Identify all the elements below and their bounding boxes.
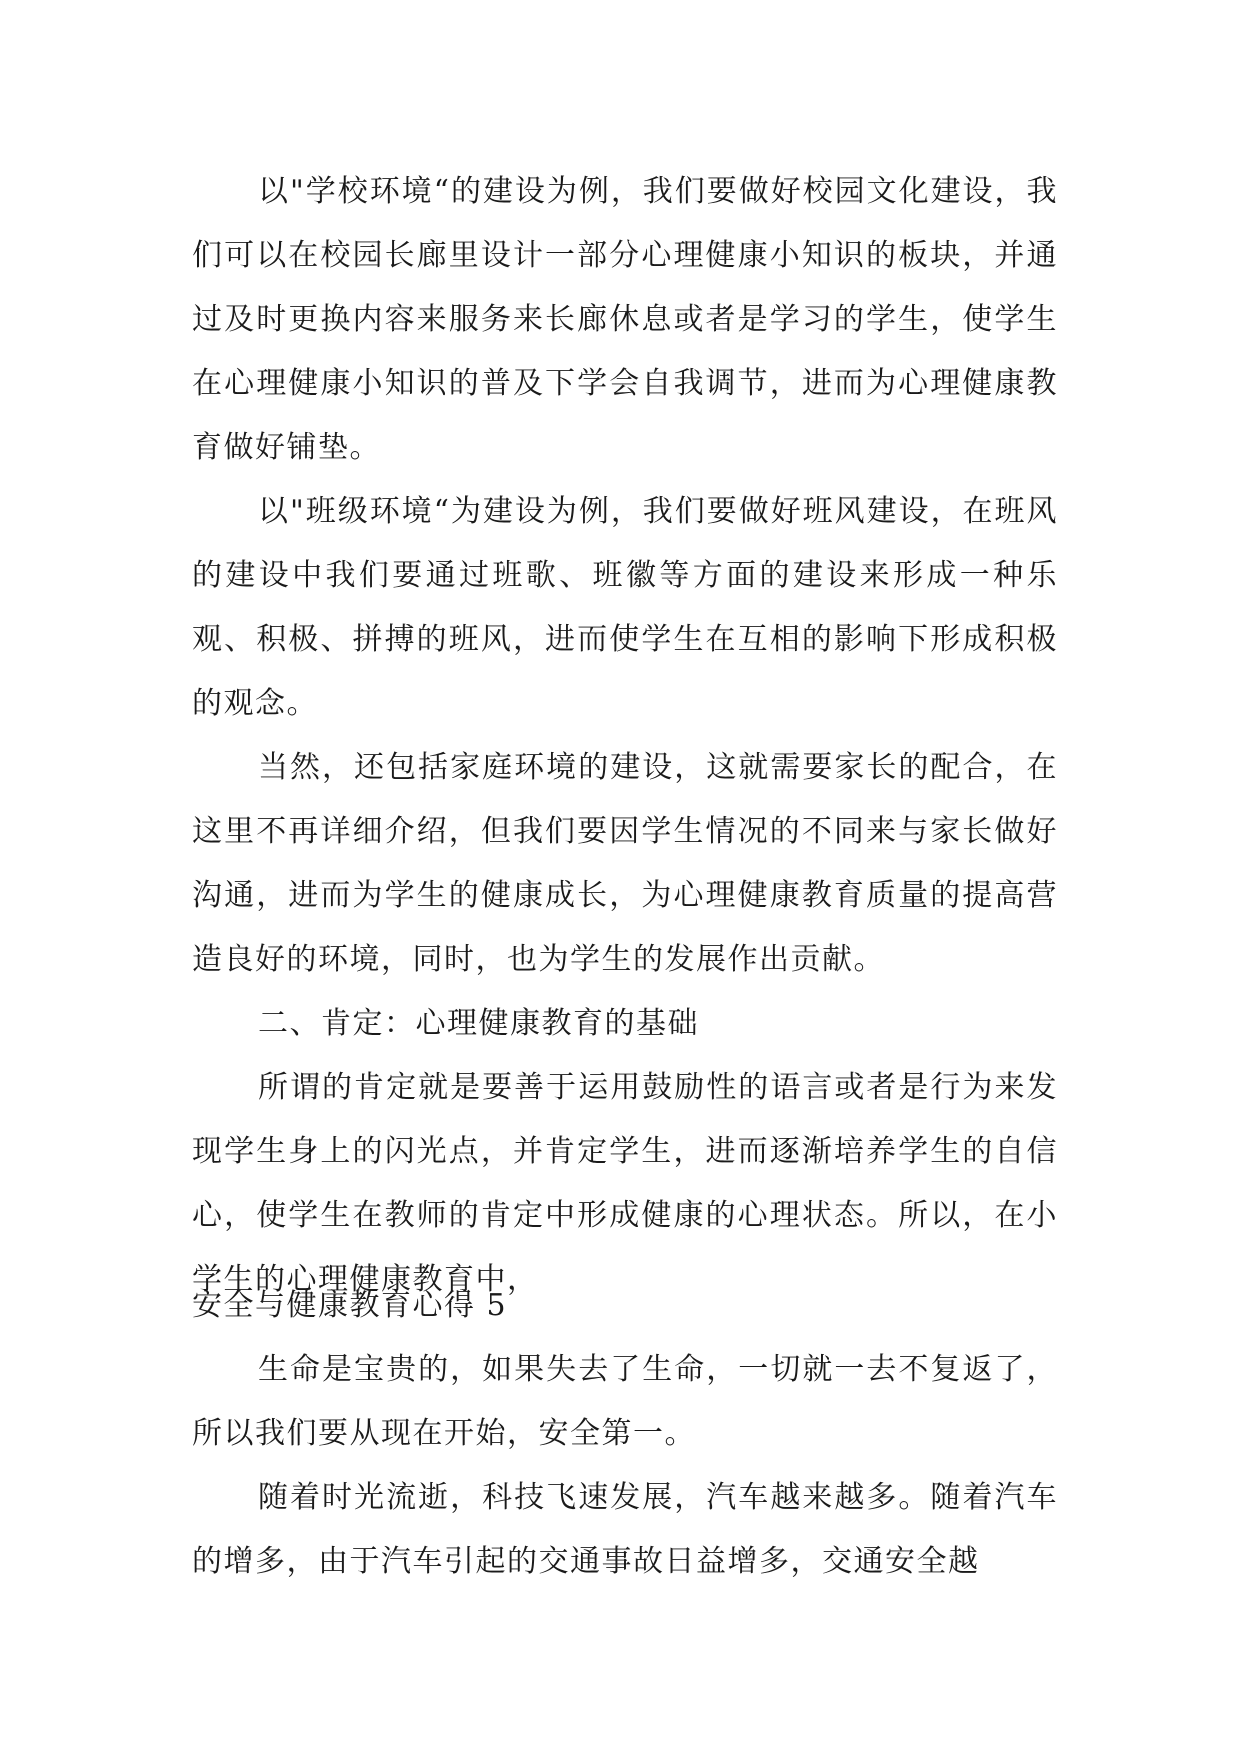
article-title: 安全与健康教育心得 5: [192, 1288, 508, 1323]
body-text-part1: [192, 160, 1058, 1312]
paragraph-family-environment: 当然，还包括家庭环境的建设，这就需要家长的配合，在这里不再详细介绍，但我们要因学生情况的不同来与家长做好沟通，进而为学生的健康成长，为心理健康教育质量的提高营造良好的环境，同时，也为学生的发展作出贡献。: [192, 750, 1058, 977]
body-text-part2: [192, 1274, 1058, 1594]
paragraph-affirmation: 所谓的肯定就是要善于运用鼓励性的语言或者是行为来发现学生身上的闪光点，并肯定学生，进而逐渐培养学生的自信心，使学生在教师的肯定中形成健康的心理状态。所以，在小学生的心理健康教育中，: [192, 1070, 1058, 1297]
paragraph-traffic-safety: 随着时光流逝，科技飞速发展，汽车越来越多。随着汽车的增多，由于汽车引起的交通事故日益增多，交通安全越: [192, 1480, 1058, 1579]
paragraph-school-environment: 以"学校环境“的建设为例，我们要做好校园文化建设，我们可以在校园长廊里设计一部分心理健康小知识的板块，并通过及时更换内容来服务来长廊休息或者是学习的学生，使学生在心理健康小知识的普及下学会自我调节，进而为心理健康教育做好铺垫。: [192, 174, 1058, 465]
paragraph-life-precious: 生命是宝贵的，如果失去了生命，一切就一去不复返了，所以我们要从现在开始，安全第一。: [192, 1352, 1058, 1451]
paragraph-class-environment: 以"班级环境“为建设为例，我们要做好班风建设，在班风的建设中我们要通过班歌、班徽等方面的建设来形成一种乐观、积极、拼搏的班风，进而使学生在互相的影响下形成积极的观念。: [192, 494, 1058, 721]
section-heading-affirmation: 二、肯定：心理健康教育的基础: [258, 1006, 699, 1041]
